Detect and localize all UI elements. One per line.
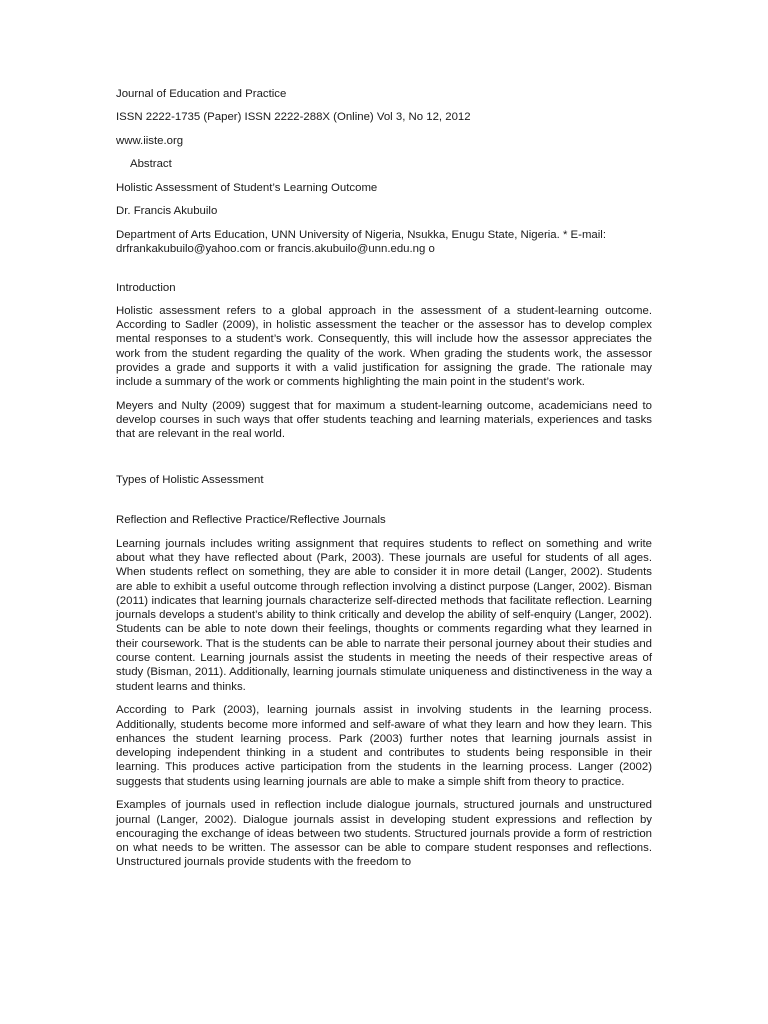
abstract-label: Abstract xyxy=(130,158,172,171)
paper-title: Holistic Assessment of Student’s Learning Outcome xyxy=(116,181,378,194)
reflection-paragraph-2: According to Park (2003), learning journals assist in involving students in the learning process. Additionally, students become more informed and self-aware of what they learn and how they learn. This enhances the student learning process. Park (2003) further notes that learning journals assist in developing independent thinking in a student and contributes to students being responsible in their learning. This produces active participation from the students in the learning process. Langer (2002) suggests that students using learning journals are able to make a simple shift from theory to practice. xyxy=(116,704,652,788)
intro-paragraph-1: Holistic assessment refers to a global approach in the assessment of a student-learning outcome. According to Sadler (2009), in holistic assessment the teacher or the assessor has to develop complex mental responses to a student’s work. Consequently, this will include how the assessor appreciates the work from the student regarding the quality of the work. When grading the students work, the assessor provides a grade and supports it with a valid justification for assigning the grade. The rationale may include a summary of the work or comments highlighting the main point in the student’s work. xyxy=(116,304,652,389)
intro-paragraph-2: Meyers and Nulty (2009) suggest that for maximum a student-learning outcome, academicians need to develop courses in such ways that offer students teaching and learning materials, experiences and tasks that are relevant in the real world. xyxy=(116,399,652,441)
introduction-heading: Introduction xyxy=(116,281,176,294)
journal-name: Journal of Education and Practice xyxy=(116,88,287,100)
author-affiliation: Department of Arts Education, UNN University of Nigeria, Nsukka, Enugu State, Nigeria. * E-mail: drfrankakubuilo@yahoo.com or francis.akubuilo@unn.edu.ng o xyxy=(116,228,606,256)
reflection-heading: Reflection and Reflective Practice/Reflective Journals xyxy=(116,514,386,527)
website: www.iiste.org xyxy=(116,134,184,147)
issn-line: ISSN 2222-1735 (Paper) ISSN 2222-288X (Online) Vol 3, No 12, 2012 xyxy=(116,111,471,124)
author-name: Dr. Francis Akubuilo xyxy=(116,205,218,218)
document-page xyxy=(116,87,652,879)
reflection-paragraph-3: Examples of journals used in reflection include dialogue journals, structured journals and unstructured journal (Langer, 2002). Dialogue journals assist in developing student expressions and reflection by encouraging the exchange of ideas between two students. Structured journals provide a form of restriction on what needs to be written. The assessor can be able to compare student responses and reflections. Unstructured journals provide students with the freedom to xyxy=(116,799,652,869)
types-heading: Types of Holistic Assessment xyxy=(116,474,264,487)
reflection-paragraph-1: Learning journals includes writing assignment that requires students to reflect on something and write about what they have reflected about (Park, 2003). These journals are useful for students of all ages. When students reflect on something, they are able to consider it in more detail (Langer, 2002). Students are able to exhibit a useful outcome through reflection involving a distinct purpose (Langer, 2002). Bisman (2011) indicates that learning journals characterize self-directed methods that facilitate reflection. Learning journals develops a student’s ability to think critically and develop the ability of self-enquiry (Langer, 2002). Students can be able to note down their feelings, thoughts or comments regarding what they learned in their coursework. That is the students can be able to narrate their personal journey about their studies and course content. Learning journals assist the students in meeting the needs of their respective areas of study (Bisman, 2011). Additionally, learning journals stimulate uniqueness and distinctiveness in the way a student learns and thinks. xyxy=(116,537,652,693)
